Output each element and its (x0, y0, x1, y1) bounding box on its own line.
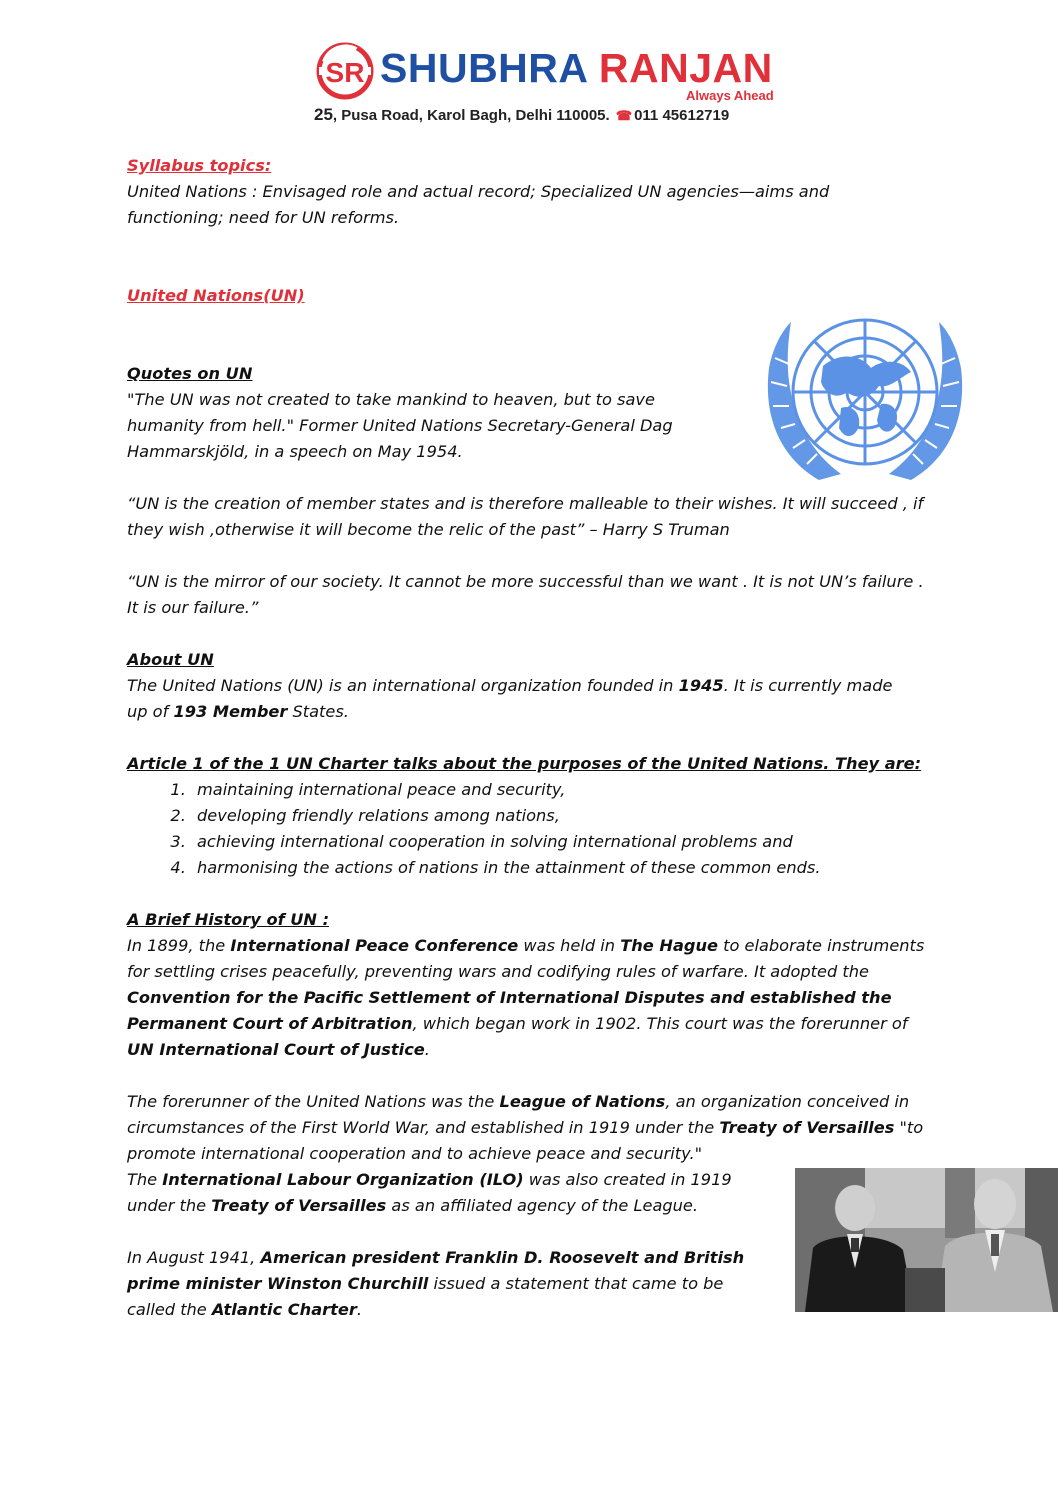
phone-number: 011 45612719 (634, 107, 730, 124)
history-paragraph-2: The forerunner of the United Nations was the League of Nations, an organization conceived in circumstances of the First World War, and established in 1919 under the Treaty of Versailles "to promote international cooperation and to achieve peace and security." (127, 1092, 924, 1163)
quote-1: "The UN was not created to take mankind to heaven, but to save humanity from hell." Former United Nations Secretary-General Dag Hammarskjöld, in a speech on May 1954. (127, 390, 673, 461)
svg-text:SR: SR (325, 57, 365, 88)
list-item: 2. developing friendly relations among nations, (191, 803, 927, 829)
document-body (127, 153, 927, 1323)
about-heading: About UN (127, 650, 214, 669)
list-item: 1. maintaining international peace and security, (191, 777, 927, 803)
quote-2: “UN is the creation of member states and is therefore malleable to their wishes. It will succeed , if they wish ,otherwise it will become the relic of the past” – Harry S Truman (127, 494, 924, 539)
logo-icon (316, 42, 374, 100)
letterhead (0, 38, 1058, 128)
purposes-list (127, 777, 927, 881)
quotes-heading: Quotes on UN (127, 364, 253, 383)
list-item: 3. achieving international cooperation in solving international problems and (191, 829, 927, 855)
history-paragraph-4: In August 1941, American president Franklin D. Roosevelt and British prime minister Winston Churchill issued a statement that came to be called the Atlantic Charter. (127, 1248, 745, 1319)
address-text: , Pusa Road, Karol Bagh, Delhi 110005. (332, 107, 610, 124)
address-number: 25 (314, 105, 333, 124)
list-item: 4. harmonising the actions of nations in the attainment of these common ends. (191, 855, 927, 881)
history-paragraph-3: The International Labour Organization (ILO) was also created in 1919 under the Treaty of Versailles as an affiliated agency of the League. (127, 1170, 732, 1215)
churchill-roosevelt-photo (795, 1168, 1058, 1312)
brand-first: SHUBHRA (380, 45, 587, 91)
un-section-heading: United Nations(UN) (127, 286, 305, 305)
syllabus-heading: Syllabus topics: (127, 156, 272, 175)
history-heading: A Brief History of UN : (127, 910, 330, 929)
quote-3: “UN is the mirror of our society. It cannot be more successful than we want . It is not UN’s failure . It is our failure.” (127, 572, 924, 617)
article-heading: Article 1 of the 1 UN Charter talks about the purposes of the United Nations. They are: (127, 754, 922, 773)
syllabus-text: United Nations : Envisaged role and actual record; Specialized UN agencies—aims and functioning; need for UN reforms. (127, 182, 830, 227)
history-paragraph-1: In 1899, the International Peace Conference was held in The Hague to elaborate instruments for settling crises peacefully, preventing wars and codifying rules of warfare. It adopted the Convention for the Pacific Settlement of International Disputes and established the Permanent Court of Arbitration, which began work in 1902. This court was the forerunner of UN International Court of Justice. (127, 936, 925, 1059)
phone-icon: ☎ (615, 108, 633, 123)
tagline: Always Ahead (686, 88, 774, 103)
address-line (314, 105, 729, 125)
brand-second: RANJAN (598, 45, 773, 91)
about-text: The United Nations (UN) is an international organization founded in 1945. It is currently made up of 193 Member States. (127, 676, 893, 721)
